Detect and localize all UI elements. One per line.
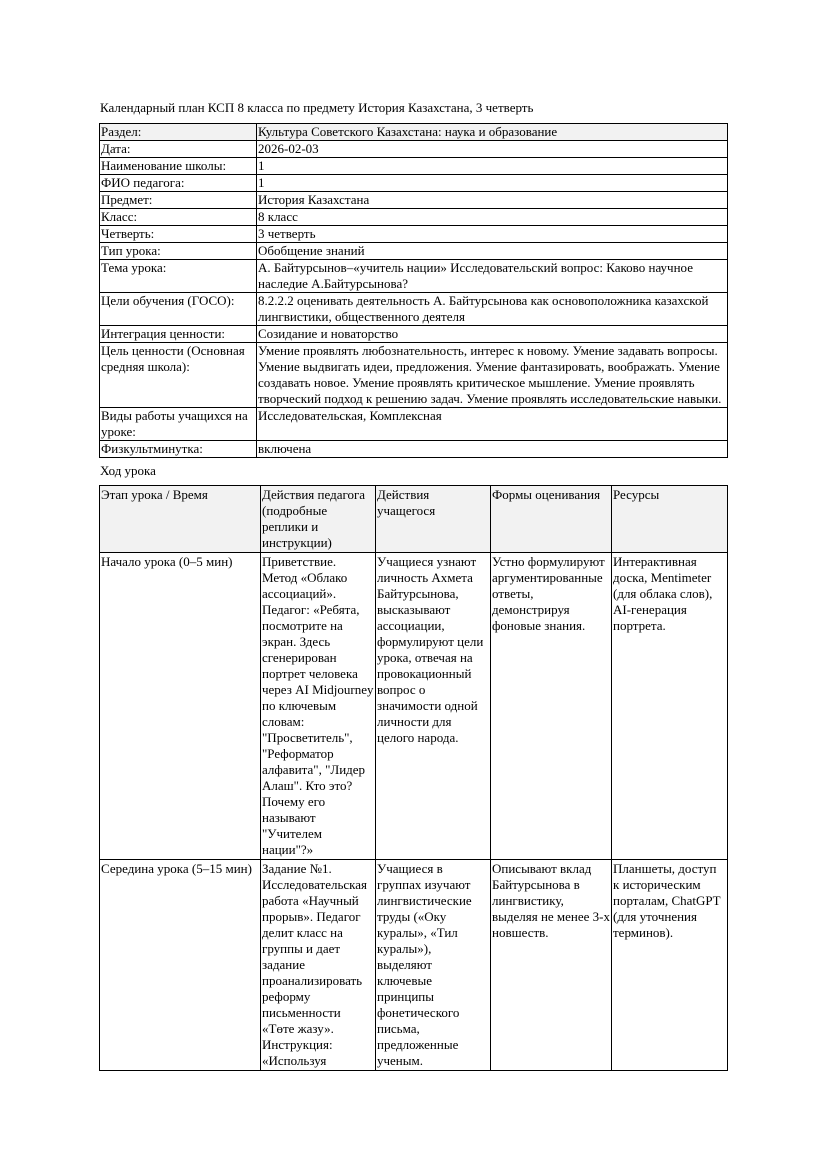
info-value: 8 класс bbox=[257, 209, 728, 226]
header-student-actions: Действия учащегося bbox=[376, 486, 491, 553]
lesson-progress-heading: Ход урока bbox=[100, 463, 156, 478]
assessment-cell: Описывают вклад Байтурсынова в лингвистику, выделяя не менее 3-х новшеств. bbox=[491, 860, 612, 1071]
plan-header-row bbox=[100, 486, 728, 553]
info-value: 1 bbox=[257, 175, 728, 192]
stage-cell: Середина урока (5–15 мин) bbox=[100, 860, 261, 1071]
info-value: Созидание и новаторство bbox=[257, 326, 728, 343]
info-row bbox=[100, 141, 728, 158]
info-label: Раздел: bbox=[100, 124, 257, 141]
info-value: 3 четверть bbox=[257, 226, 728, 243]
info-row bbox=[100, 441, 728, 458]
info-row bbox=[100, 326, 728, 343]
info-value: 1 bbox=[257, 158, 728, 175]
info-value: Умение проявлять любознательность, интерес к новому. Умение задавать вопросы. Умение выдвигать идеи, предложения. Умение фантазировать, воображать. Умение создавать новое. Умение проявлять критическое мышление. Умение проявлять творческий подход к решению задач. Умение проявлять исследовательские навыки. bbox=[257, 343, 728, 408]
info-label: ФИО педагога: bbox=[100, 175, 257, 192]
stage-cell: Начало урока (0–5 мин) bbox=[100, 553, 261, 860]
info-value: А. Байтурсынов–«учитель нации» Исследовательский вопрос: Каково научное наследие А.Байтурсынова? bbox=[257, 260, 728, 293]
info-row bbox=[100, 243, 728, 260]
header-assessment: Формы оценивания bbox=[491, 486, 612, 553]
lesson-plan-table bbox=[99, 485, 728, 1071]
info-label: Тип урока: bbox=[100, 243, 257, 260]
info-value: 8.2.2.2 оценивать деятельность А. Байтурсынова как основоположника казахской лингвистики, общественного деятеля bbox=[257, 293, 728, 326]
resources-cell: Планшеты, доступ к историческим порталам, ChatGPT (для уточнения терминов). bbox=[612, 860, 728, 1071]
resources-cell: Интерактивная доска, Mentimeter (для облака слов), AI-генерация портрета. bbox=[612, 553, 728, 860]
header-teacher-actions: Действия педагога (подробные реплики и инструкции) bbox=[261, 486, 376, 553]
info-row bbox=[100, 158, 728, 175]
info-row bbox=[100, 343, 728, 408]
info-label: Тема урока: bbox=[100, 260, 257, 293]
info-label: Класс: bbox=[100, 209, 257, 226]
info-label: Четверть: bbox=[100, 226, 257, 243]
info-row bbox=[100, 192, 728, 209]
info-label: Цель ценности (Основная средняя школа): bbox=[100, 343, 257, 408]
plan-row bbox=[100, 860, 728, 1071]
info-row bbox=[100, 175, 728, 192]
lesson-info-table bbox=[99, 123, 728, 458]
info-label: Цели обучения (ГОСО): bbox=[100, 293, 257, 326]
header-resources: Ресурсы bbox=[612, 486, 728, 553]
info-row bbox=[100, 408, 728, 441]
info-label: Интеграция ценности: bbox=[100, 326, 257, 343]
plan-row bbox=[100, 553, 728, 860]
assessment-cell: Устно формулируют аргументированные ответы, демонстрируя фоновые знания. bbox=[491, 553, 612, 860]
info-label: Виды работы учащихся на уроке: bbox=[100, 408, 257, 441]
info-value: Исследовательская, Комплексная bbox=[257, 408, 728, 441]
info-value: включена bbox=[257, 441, 728, 458]
info-label: Наименование школы: bbox=[100, 158, 257, 175]
student-actions-cell: Учащиеся узнают личность Ахмета Байтурсынова, высказывают ассоциации, формулируют цели урока, отвечая на провокационный вопрос о значимости одной личности для целого народа. bbox=[376, 553, 491, 860]
info-label: Дата: bbox=[100, 141, 257, 158]
info-row bbox=[100, 293, 728, 326]
document-title: Календарный план КСП 8 класса по предмету История Казахстана, 3 четверть bbox=[100, 100, 534, 115]
info-value: Обобщение знаний bbox=[257, 243, 728, 260]
info-value: Культура Советского Казахстана: наука и образование bbox=[257, 124, 728, 141]
teacher-actions-cell: Задание №1. Исследовательская работа «Научный прорыв». Педагог делит класс на группы и дает задание проанализировать реформу письменности «Төте жазу». Инструкция: «Используя bbox=[261, 860, 376, 1071]
info-row bbox=[100, 124, 728, 141]
info-value: История Казахстана bbox=[257, 192, 728, 209]
info-label: Физкультминутка: bbox=[100, 441, 257, 458]
info-value: 2026-02-03 bbox=[257, 141, 728, 158]
info-row bbox=[100, 226, 728, 243]
info-row bbox=[100, 260, 728, 293]
header-stage: Этап урока / Время bbox=[100, 486, 261, 553]
info-label: Предмет: bbox=[100, 192, 257, 209]
student-actions-cell: Учащиеся в группах изучают лингвистические труды («Оку куралы», «Тил куралы»), выделяют ключевые принципы фонетического письма, предложенные ученым. bbox=[376, 860, 491, 1071]
info-row bbox=[100, 209, 728, 226]
teacher-actions-cell: Приветствие. Метод «Облако ассоциаций». Педагог: «Ребята, посмотрите на экран. Здесь сгенерирован портрет человека через AI Midjourney по ключевым словам: "Просветитель", "Реформатор алфавита", "Лидер Алаш". Кто это? Почему его называют "Учителем нации"?» bbox=[261, 553, 376, 860]
